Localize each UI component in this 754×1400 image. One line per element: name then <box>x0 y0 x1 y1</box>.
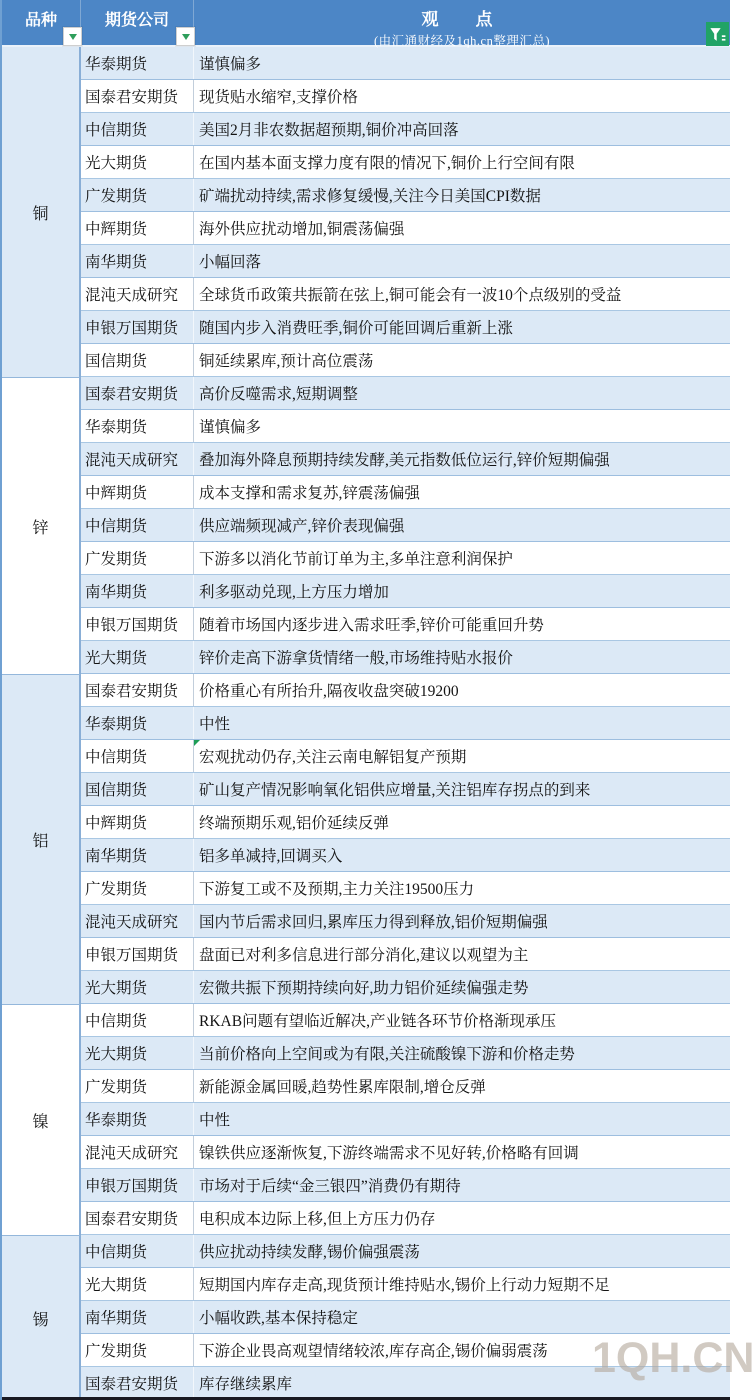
company-cell[interactable]: 国信期货 <box>81 344 194 376</box>
table-row <box>81 1136 730 1169</box>
opinion-text: 库存继续累库 <box>199 1376 293 1393</box>
table-body <box>2 47 730 1400</box>
opinion-text: 矿山复产情况影响氧化铝供应增量,关注铝库存拐点的到来 <box>199 782 591 799</box>
variety-cell[interactable]: 铜 <box>2 47 81 377</box>
company-column-label: 期货公司 <box>104 12 169 29</box>
chevron-down-icon <box>182 34 190 40</box>
table-row <box>81 872 730 905</box>
table-row <box>81 47 730 80</box>
opinion-text: 利多驱动兑现,上方压力增加 <box>199 584 389 601</box>
opinion-text: 市场对于后续“金三银四”消费仍有期待 <box>199 1178 461 1195</box>
table-row <box>81 1103 730 1136</box>
opinion-cell[interactable] <box>194 806 730 838</box>
table-row <box>81 443 730 476</box>
company-cell[interactable]: 南华期货 <box>81 1301 194 1333</box>
view-column-title: 观 点 <box>421 10 503 29</box>
opinion-cell[interactable] <box>194 575 730 607</box>
opinion-cell[interactable] <box>194 1334 730 1366</box>
opinion-cell[interactable] <box>194 1268 730 1300</box>
table-row <box>81 1301 730 1334</box>
opinion-text: 电积成本边际上移,但上方压力仍存 <box>199 1211 436 1228</box>
variety-group <box>2 377 730 674</box>
company-cell[interactable]: 中辉期货 <box>81 476 194 508</box>
company-cell[interactable]: 光大期货 <box>81 1268 194 1300</box>
company-cell[interactable]: 广发期货 <box>81 542 194 574</box>
company-cell[interactable]: 中信期货 <box>81 509 194 541</box>
group-rows <box>81 1004 730 1235</box>
opinion-cell[interactable] <box>194 1103 730 1135</box>
opinion-text: 随国内步入消费旺季,铜价可能回调后重新上涨 <box>199 320 513 337</box>
watermark: 1QH.CN <box>592 1334 754 1382</box>
group-rows <box>81 1235 730 1400</box>
variety-group <box>2 674 730 1004</box>
company-cell[interactable]: 广发期货 <box>81 1334 194 1366</box>
company-cell[interactable]: 光大期货 <box>81 146 194 178</box>
excel-funnel-filter-icon[interactable] <box>706 22 729 46</box>
company-cell[interactable]: 混沌天成研究 <box>81 1136 194 1168</box>
company-cell[interactable]: 中信期货 <box>81 1004 194 1036</box>
opinion-text: 下游复工或不及预期,主力关注19500压力 <box>199 881 475 898</box>
opinion-cell[interactable] <box>194 542 730 574</box>
company-cell[interactable]: 中辉期货 <box>81 212 194 244</box>
opinion-cell[interactable] <box>194 179 730 211</box>
opinion-cell[interactable] <box>194 773 730 805</box>
opinion-text: 谨慎偏多 <box>199 419 262 436</box>
company-cell[interactable]: 广发期货 <box>81 872 194 904</box>
company-cell[interactable]: 国泰君安期货 <box>81 674 194 706</box>
table-row <box>81 740 730 773</box>
company-cell[interactable]: 混沌天成研究 <box>81 905 194 937</box>
opinion-text: 下游企业畏高观望情绪较浓,库存高企,锡价偏弱震荡 <box>199 1343 548 1360</box>
variety-cell[interactable]: 镍 <box>2 1004 81 1235</box>
table-row <box>81 806 730 839</box>
view-column-subtitle: (由汇通财经及1qh.cn整理汇总) <box>374 34 550 48</box>
company-cell[interactable]: 混沌天成研究 <box>81 443 194 475</box>
table-row <box>81 179 730 212</box>
table-row <box>81 938 730 971</box>
table-row <box>81 674 730 707</box>
opinion-cell[interactable] <box>194 476 730 508</box>
opinion-text: 美国2月非农数据超预期,铜价冲高回落 <box>199 122 459 139</box>
company-cell[interactable]: 申银万国期货 <box>81 938 194 970</box>
table-row <box>81 839 730 872</box>
opinion-cell[interactable] <box>194 641 730 673</box>
opinion-cell[interactable] <box>194 1235 730 1267</box>
opinion-text: 叠加海外降息预期持续发酵,美元指数低位运行,锌价短期偏强 <box>199 452 610 469</box>
company-cell[interactable]: 中辉期货 <box>81 806 194 838</box>
opinion-cell[interactable] <box>194 740 730 772</box>
table-row <box>81 1037 730 1070</box>
table-row <box>81 311 730 344</box>
opinion-cell[interactable] <box>194 212 730 244</box>
company-cell[interactable]: 中信期货 <box>81 113 194 145</box>
opinion-text: 镍铁供应逐渐恢复,下游终端需求不见好转,价格略有回调 <box>199 1145 579 1162</box>
opinion-cell[interactable] <box>194 443 730 475</box>
opinion-text: 宏观扰动仍存,关注云南电解铝复产预期 <box>199 749 467 766</box>
opinion-text: 国内节后需求回归,累库压力得到释放,铝价短期偏强 <box>199 914 548 931</box>
opinion-text: 当前价格向上空间或为有限,关注硫酸镍下游和价格走势 <box>199 1046 575 1063</box>
company-cell[interactable]: 申银万国期货 <box>81 608 194 640</box>
opinion-text: 随着市场国内逐步进入需求旺季,锌价可能重回升势 <box>199 617 544 634</box>
opinion-cell[interactable] <box>194 971 730 1003</box>
table-row <box>81 245 730 278</box>
opinion-cell[interactable] <box>194 80 730 112</box>
company-cell[interactable]: 华泰期货 <box>81 47 194 79</box>
table-row <box>81 608 730 641</box>
company-cell[interactable]: 光大期货 <box>81 641 194 673</box>
variety-group <box>2 47 730 377</box>
opinion-text: 价格重心有所抬升,隔夜收盘突破19200 <box>199 683 459 700</box>
opinion-cell[interactable] <box>194 245 730 277</box>
table-row <box>81 1070 730 1103</box>
variety-cell[interactable]: 锡 <box>2 1235 81 1400</box>
company-cell[interactable]: 申银万国期货 <box>81 311 194 343</box>
opinion-cell[interactable] <box>194 1367 730 1399</box>
opinion-cell[interactable] <box>194 1301 730 1333</box>
opinion-text: 锌价走高下游拿货情绪一般,市场维持贴水报价 <box>199 650 513 667</box>
company-cell[interactable]: 光大期货 <box>81 971 194 1003</box>
table-row <box>81 212 730 245</box>
company-cell[interactable]: 国信期货 <box>81 773 194 805</box>
table-header <box>2 0 730 47</box>
company-cell[interactable]: 华泰期货 <box>81 410 194 442</box>
table-row <box>81 575 730 608</box>
table-row <box>81 1004 730 1037</box>
company-cell[interactable]: 广发期货 <box>81 1070 194 1102</box>
table-row <box>81 377 730 410</box>
table-row <box>81 1202 730 1235</box>
opinion-cell[interactable] <box>194 146 730 178</box>
opinion-text: 中性 <box>199 1112 231 1129</box>
table-row <box>81 1169 730 1202</box>
opinion-cell[interactable] <box>194 1037 730 1069</box>
company-cell[interactable]: 光大期货 <box>81 1037 194 1069</box>
opinion-cell[interactable] <box>194 674 730 706</box>
company-cell[interactable]: 南华期货 <box>81 245 194 277</box>
opinion-cell[interactable] <box>194 1004 730 1036</box>
opinion-cell[interactable] <box>194 707 730 739</box>
opinion-cell[interactable] <box>194 410 730 442</box>
company-cell[interactable]: 国泰君安期货 <box>81 80 194 112</box>
table-row <box>81 1235 730 1268</box>
cell-comment-marker-icon <box>194 740 200 746</box>
opinion-cell[interactable] <box>194 839 730 871</box>
opinion-text: 在国内基本面支撑力度有限的情况下,铜价上行空间有限 <box>199 155 575 172</box>
opinion-cell[interactable] <box>194 47 730 79</box>
opinion-text: 终端预期乐观,铝价延续反弹 <box>199 815 389 832</box>
variety-filter-dropdown-icon[interactable] <box>63 27 82 46</box>
table-row <box>81 1334 730 1367</box>
opinion-text: 小幅回落 <box>199 254 262 271</box>
company-cell[interactable]: 南华期货 <box>81 575 194 607</box>
group-rows <box>81 47 730 377</box>
company-cell[interactable]: 南华期货 <box>81 839 194 871</box>
company-cell[interactable]: 混沌天成研究 <box>81 278 194 310</box>
opinion-cell[interactable] <box>194 905 730 937</box>
opinion-text: 高价反噬需求,短期调整 <box>199 386 358 403</box>
opinion-text: 新能源金属回暖,趋势性累库限制,增仓反弹 <box>199 1079 486 1096</box>
company-cell[interactable]: 广发期货 <box>81 179 194 211</box>
opinion-text: 成本支撑和需求复苏,锌震荡偏强 <box>199 485 420 502</box>
group-rows <box>81 674 730 1004</box>
opinion-text: 铜延续累库,预计高位震荡 <box>199 353 374 370</box>
company-cell[interactable]: 国泰君安期货 <box>81 377 194 409</box>
opinion-cell[interactable] <box>194 509 730 541</box>
opinion-cell[interactable] <box>194 344 730 376</box>
company-cell[interactable]: 申银万国期货 <box>81 1169 194 1201</box>
opinion-text: 供应端频现减产,锌价表现偏强 <box>199 518 405 535</box>
opinion-text: 下游多以消化节前订单为主,多单注意利润保护 <box>199 551 513 568</box>
opinion-cell[interactable] <box>194 872 730 904</box>
opinion-text: 现货贴水缩窄,支撑价格 <box>199 89 358 106</box>
opinion-cell[interactable] <box>194 608 730 640</box>
opinion-text: 铝多单减持,回调买入 <box>199 848 343 865</box>
table-row <box>81 80 730 113</box>
table-row <box>81 509 730 542</box>
company-filter-dropdown-icon[interactable] <box>176 27 195 46</box>
company-cell[interactable]: 中信期货 <box>81 1235 194 1267</box>
table-row <box>81 476 730 509</box>
company-cell[interactable]: 华泰期货 <box>81 707 194 739</box>
opinion-text: 谨慎偏多 <box>199 56 262 73</box>
opinion-text: 短期国内库存走高,现货预计维持贴水,锡价上行动力短期不足 <box>199 1277 610 1294</box>
table-row <box>81 410 730 443</box>
variety-cell[interactable]: 铝 <box>2 674 81 1004</box>
opinion-text: RKAB问题有望临近解决,产业链各环节价格渐现承压 <box>199 1013 556 1030</box>
company-cell[interactable]: 中信期货 <box>81 740 194 772</box>
table-row <box>81 971 730 1004</box>
table-row <box>81 641 730 674</box>
opinion-text: 全球货币政策共振箭在弦上,铜可能会有一波10个点级别的受益 <box>199 287 622 304</box>
variety-column-label: 品种 <box>24 12 57 29</box>
funnel-glyph <box>708 25 727 44</box>
table-row <box>81 707 730 740</box>
opinion-cell[interactable] <box>194 1169 730 1201</box>
opinion-text: 矿端扰动持续,需求修复缓慢,关注今日美国CPI数据 <box>199 188 541 205</box>
opinion-cell[interactable] <box>194 311 730 343</box>
opinion-cell[interactable] <box>194 1070 730 1102</box>
opinion-text: 盘面已对利多信息进行部分消化,建议以观望为主 <box>199 947 529 964</box>
chevron-down-icon <box>69 34 77 40</box>
variety-group <box>2 1004 730 1235</box>
opinion-cell[interactable] <box>194 1136 730 1168</box>
opinion-cell[interactable] <box>194 278 730 310</box>
header-cell-view[interactable] <box>194 0 730 48</box>
opinion-text: 中性 <box>199 716 231 733</box>
company-cell[interactable]: 国泰君安期货 <box>81 1367 194 1399</box>
variety-cell[interactable]: 锌 <box>2 377 81 674</box>
company-cell[interactable]: 华泰期货 <box>81 1103 194 1135</box>
variety-group <box>2 1235 730 1400</box>
table-row <box>81 344 730 377</box>
table-row <box>81 905 730 938</box>
opinion-cell[interactable] <box>194 113 730 145</box>
opinion-text: 小幅收跌,基本保持稳定 <box>199 1310 358 1327</box>
opinion-cell[interactable] <box>194 377 730 409</box>
table-row <box>81 113 730 146</box>
table-row <box>81 542 730 575</box>
group-rows <box>81 377 730 674</box>
opinion-cell[interactable] <box>194 938 730 970</box>
opinion-cell[interactable] <box>194 1202 730 1234</box>
table-row <box>81 1367 730 1400</box>
table-row <box>81 278 730 311</box>
company-cell[interactable]: 国泰君安期货 <box>81 1202 194 1234</box>
table-row <box>81 146 730 179</box>
table-row <box>81 1268 730 1301</box>
opinion-text: 宏微共振下预期持续向好,助力铝价延续偏强走势 <box>199 980 529 997</box>
opinion-text: 供应扰动持续发酵,锡价偏强震荡 <box>199 1244 420 1261</box>
table-row <box>81 773 730 806</box>
opinion-text: 海外供应扰动增加,铜震荡偏强 <box>199 221 405 238</box>
